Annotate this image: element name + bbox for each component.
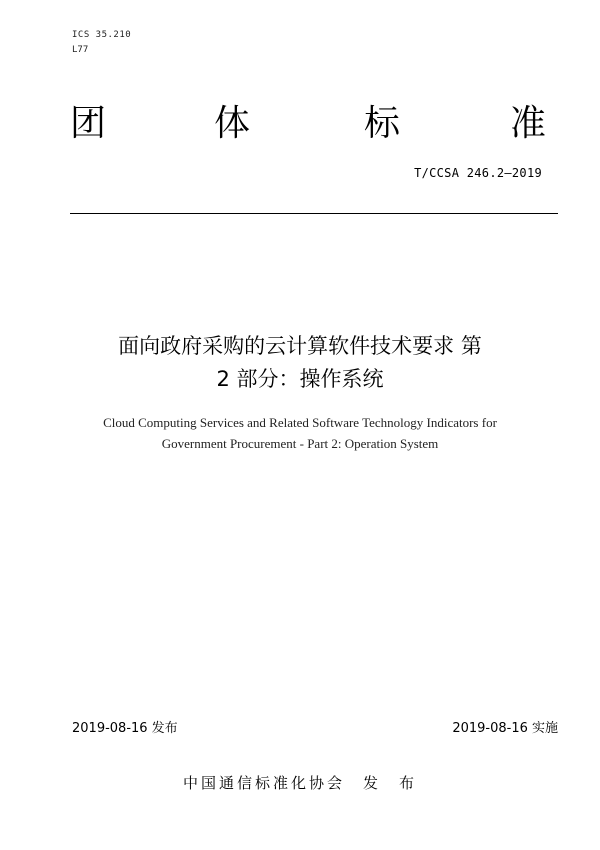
ics-code: ICS 35.210 <box>72 30 132 40</box>
chinese-title-line-1: 面向政府采购的云计算软件技术要求 第 <box>118 334 482 358</box>
standard-type-heading <box>70 100 550 150</box>
chinese-title <box>60 330 540 396</box>
header-divider <box>70 213 558 214</box>
heading-char-1: 团 <box>70 103 107 144</box>
chinese-title-line-2: 2 部分：操作系统 <box>216 367 384 391</box>
heading-char-4: 准 <box>510 103 547 144</box>
english-title-line-2: Government Procurement - Part 2: Operation System <box>161 436 439 451</box>
standard-number: T/CCSA 246.2—2019 <box>414 166 542 180</box>
heading-char-3: 标 <box>364 103 401 144</box>
publish-date: 2019-08-16 发布 <box>72 721 178 736</box>
heading-char-2: 体 <box>214 103 251 144</box>
english-title-line-1: Cloud Computing Services and Related Software Technology Indicators for <box>103 415 497 430</box>
implement-date: 2019-08-16 实施 <box>452 721 558 736</box>
issuer: 中国通信标准化协会 发 布 <box>182 774 417 792</box>
english-title <box>60 412 540 454</box>
ccs-code: L77 <box>72 45 89 55</box>
